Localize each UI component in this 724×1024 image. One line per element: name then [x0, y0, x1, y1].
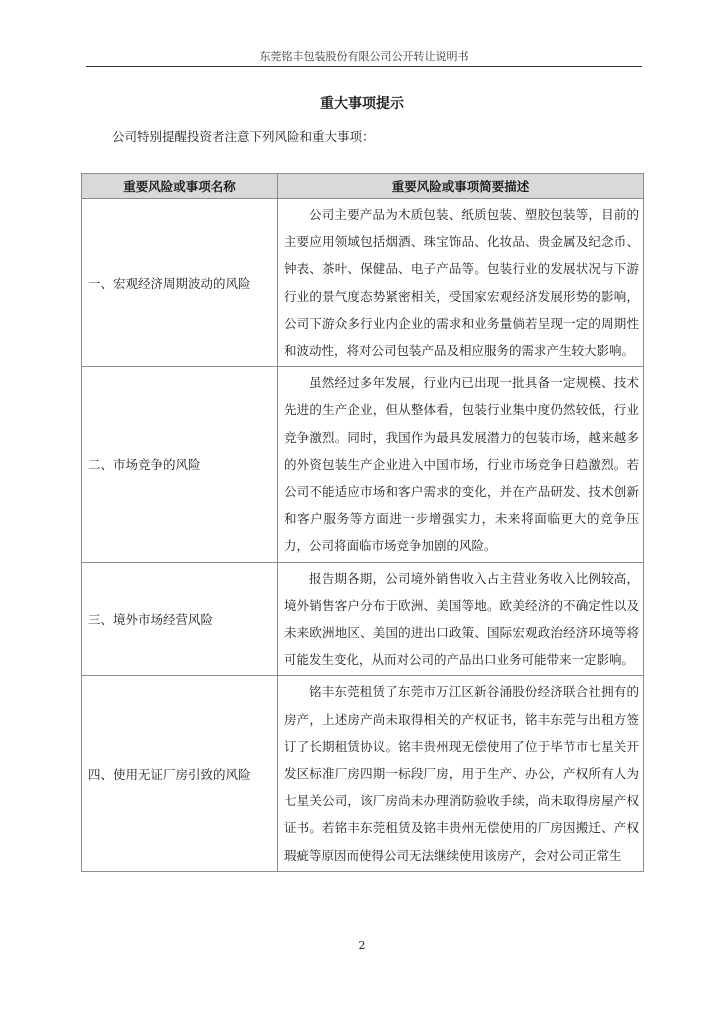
page-number: 2	[358, 939, 366, 952]
risk-table	[81, 173, 644, 872]
header-risk-name: 重要风险或事项名称	[82, 174, 278, 199]
table-row	[82, 199, 644, 367]
header-divider	[86, 66, 642, 67]
risk-name: 二、市场竞争的风险	[82, 367, 278, 562]
risk-name: 一、宏观经济周期波动的风险	[82, 199, 278, 367]
table-row	[82, 562, 644, 676]
risk-description: 虽然经过多年发展，行业内已出现一批具备一定规模、技术先进的生产企业，但从整体看，包装行业集中度仍然较低，行业竞争激烈。同时，我国作为最具发展潜力的包装市场，越来越多的外资包装生产企业进入中国市场，行业市场竞争日趋激烈。若公司不能适应市场和客户需求的变化，并在产品研发、技术创新和客户服务等方面进一步增强实力，未来将面临更大的竞争压力，公司将面临市场竞争加剧的风险。	[278, 367, 644, 562]
section-title: 重大事项提示	[320, 96, 404, 112]
risk-name: 三、境外市场经营风险	[82, 562, 278, 676]
risk-description: 报告期各期，公司境外销售收入占主营业务收入比例较高，境外销售客户分布于欧洲、美国等地。欧美经济的不确定性以及未来欧洲地区、美国的进出口政策、国际宏观政治经济环境等将可能发生变化，从而对公司的产品出口业务可能带来一定影响。	[278, 562, 644, 676]
table-header-row	[82, 174, 644, 199]
risk-name: 四、使用无证厂房引致的风险	[82, 676, 278, 871]
header-risk-description: 重要风险或事项简要描述	[278, 174, 644, 199]
risk-description: 铭丰东莞租赁了东莞市万江区新谷涌股份经济联合社拥有的房产，上述房产尚未取得相关的产权证书，铭丰东莞与出租方签订了长期租赁协议。铭丰贵州现无偿使用了位于毕节市七星关开发区标准厂房四期一标段厂房，用于生产、办公，产权所有人为七星关公司，该厂房尚未办理消防验收手续，尚未取得房屋产权证书。若铭丰东莞租赁及铭丰贵州无偿使用的厂房因搬迁、产权瑕疵等原因而使得公司无法继续使用该房产，会对公司正常生	[278, 676, 644, 871]
section-intro: 公司特别提醒投资者注意下列风险和重大事项：	[112, 129, 375, 144]
running-header: 东莞铭丰包装股份有限公司公开转让说明书	[259, 50, 469, 63]
risk-description: 公司主要产品为木质包装、纸质包装、塑胶包装等，目前的主要应用领域包括烟酒、珠宝饰品、化妆品、贵金属及纪念币、钟表、茶叶、保健品、电子产品等。包装行业的发展状况与下游行业的景气度态势紧密相关，受国家宏观经济发展形势的影响，公司下游众多行业内企业的需求和业务量倘若呈现一定的周期性和波动性，将对公司包装产品及相应服务的需求产生较大影响。	[278, 199, 644, 367]
table-row	[82, 676, 644, 871]
table-row	[82, 367, 644, 562]
